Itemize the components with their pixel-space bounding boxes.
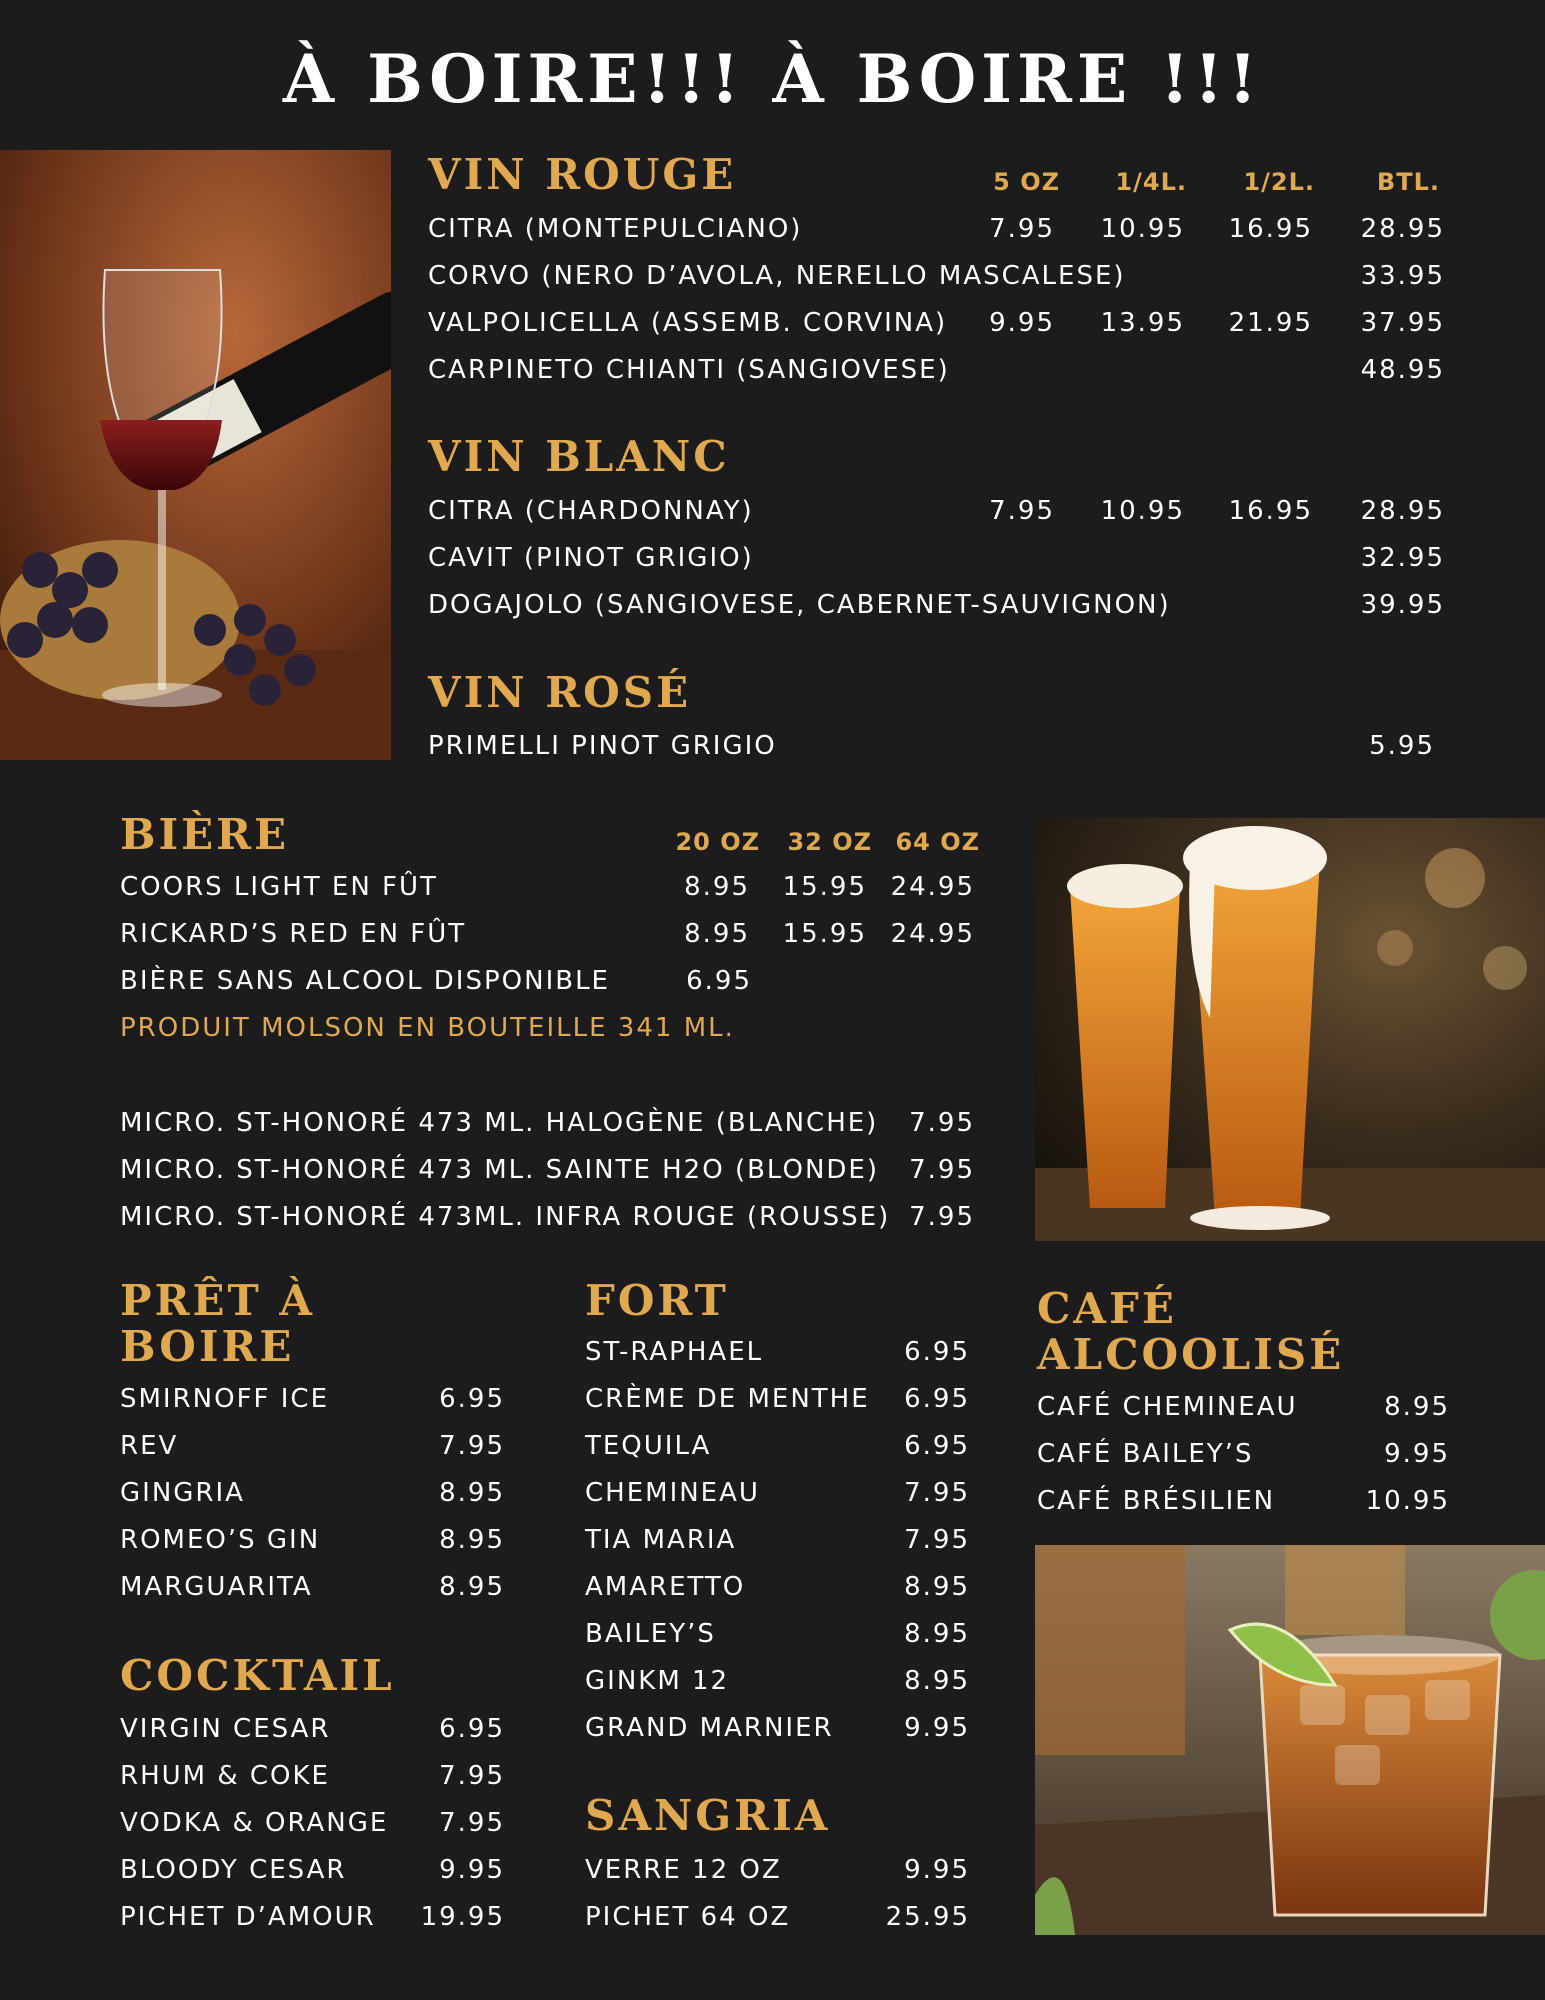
list-item: SMIRNOFF ICE [120,1384,330,1414]
price: 8.95 [1384,1392,1450,1422]
price: 6.95 [439,1714,505,1744]
price-5oz: 9.95 [989,308,1055,338]
list-item: CAVIT (PINOT GRIGIO) [428,543,754,573]
list-item: BAILEY’S [585,1619,716,1649]
list-item: CITRA (CHARDONNAY) [428,496,754,526]
list-item: VERRE 12 OZ [585,1855,782,1885]
price-32oz: 15.95 [782,872,867,902]
price: 7.95 [439,1808,505,1838]
list-item: TIA MARIA [585,1525,737,1555]
price: 8.95 [904,1666,970,1696]
list-item: ST-RAPHAEL [585,1337,764,1367]
list-item: GRAND MARNIER [585,1713,834,1743]
list-item: RICKARD’S RED EN FÛT [120,919,467,949]
price: 6.95 [904,1431,970,1461]
list-item: DOGAJOLO (SANGIOVESE, CABERNET-SAUVIGNON) [428,590,1171,620]
price-half: 21.95 [1228,308,1313,338]
price-64oz: 24.95 [890,872,975,902]
list-item: CAFÉ BAILEY’S [1037,1439,1254,1469]
price: 10.95 [1365,1486,1450,1516]
price-btl: 32.95 [1360,543,1445,573]
list-item: MICRO. ST-HONORÉ 473ML. INFRA ROUGE (ROUSSE) [120,1202,891,1232]
col-header-64oz: 64 OZ [895,828,980,856]
price: 7.95 [439,1761,505,1791]
price: 9.95 [904,1713,970,1743]
cocktail-photo [1035,1545,1545,1935]
price-5oz: 7.95 [989,214,1055,244]
list-item: MICRO. ST-HONORÉ 473 ML. HALOGÈNE (BLANCHE) [120,1108,879,1138]
price-quart: 10.95 [1100,214,1185,244]
fort-heading: FORT [585,1276,729,1325]
price: 8.95 [904,1572,970,1602]
price: 19.95 [420,1902,505,1932]
price-btl: 39.95 [1360,590,1445,620]
price-btl: 37.95 [1360,308,1445,338]
list-item: CITRA (MONTEPULCIANO) [428,214,803,244]
list-item: CRÈME DE MENTHE [585,1384,870,1414]
price-btl: 28.95 [1360,496,1445,526]
list-item: CAFÉ BRÉSILIEN [1037,1486,1276,1516]
price: 7.95 [909,1108,975,1138]
list-item: GINGRIA [120,1478,245,1508]
pret-heading-line2: BOIRE [120,1322,295,1371]
wine-photo [0,150,391,760]
biere-heading: BIÈRE [120,810,290,859]
list-item: VIRGIN CESAR [120,1714,331,1744]
sangria-heading: SANGRIA [585,1791,831,1840]
list-item: VALPOLICELLA (ASSEMB. CORVINA) [428,308,948,338]
price: 8.95 [439,1572,505,1602]
list-item: ROMEO’S GIN [120,1525,321,1555]
price: 9.95 [1384,1439,1450,1469]
price-64oz: 24.95 [890,919,975,949]
list-item: CHEMINEAU [585,1478,760,1508]
price-quart: 10.95 [1100,496,1185,526]
cocktail-heading: COCKTAIL [120,1651,395,1700]
col-header-20oz: 20 OZ [675,828,760,856]
col-header-half: 1/2L. [1243,168,1315,196]
vin-rose-heading: VIN ROSÉ [428,668,692,717]
col-header-quart: 1/4L. [1115,168,1187,196]
list-item: RHUM & COKE [120,1761,330,1791]
price-half: 16.95 [1228,496,1313,526]
list-item: PRIMELLI PINOT GRIGIO [428,731,777,761]
price-btl: 48.95 [1360,355,1445,385]
price: 8.95 [439,1478,505,1508]
col-header-32oz: 32 OZ [787,828,872,856]
price: 7.95 [904,1525,970,1555]
price-5oz: 7.95 [989,496,1055,526]
list-item: MICRO. ST-HONORÉ 473 ML. SAINTE H2O (BLONDE) [120,1155,879,1185]
col-header-5oz: 5 OZ [993,168,1060,196]
price-quart: 13.95 [1100,308,1185,338]
price: 9.95 [904,1855,970,1885]
cafe-heading-line2: ALCOOLISÉ [1037,1330,1345,1379]
list-item: PICHET 64 OZ [585,1902,791,1932]
price-btl: 5.95 [1369,731,1435,761]
list-item: BIÈRE SANS ALCOOL DISPONIBLE [120,966,610,996]
price: 25.95 [885,1902,970,1932]
list-item: CAFÉ CHEMINEAU [1037,1392,1298,1422]
cafe-heading-line1: CAFÉ [1037,1284,1177,1333]
list-item: MARGUARITA [120,1572,313,1602]
price: 9.95 [439,1855,505,1885]
price: 6.95 [904,1337,970,1367]
list-item: COORS LIGHT EN FÛT [120,872,438,902]
list-item: REV [120,1431,179,1461]
list-item: CORVO (NERO D’AVOLA, NERELLO MASCALESE) [428,261,1126,291]
list-item: CARPINETO CHIANTI (SANGIOVESE) [428,355,950,385]
price-btl: 33.95 [1360,261,1445,291]
price: 7.95 [439,1431,505,1461]
price: 6.95 [439,1384,505,1414]
list-item: AMARETTO [585,1572,746,1602]
price-32oz: 15.95 [782,919,867,949]
col-header-btl: BTL. [1376,168,1440,196]
list-item: BLOODY CESAR [120,1855,347,1885]
price-20oz: 6.95 [686,966,752,996]
price: 8.95 [439,1525,505,1555]
list-item: TEQUILA [585,1431,712,1461]
price-btl: 28.95 [1360,214,1445,244]
price: 8.95 [904,1619,970,1649]
vin-rouge-heading: VIN ROUGE [428,150,737,199]
beer-photo [1035,818,1545,1241]
price: 7.95 [909,1202,975,1232]
list-item: GINKM 12 [585,1666,730,1696]
molson-note: PRODUIT MOLSON EN BOUTEILLE 341 ML. [120,1013,735,1043]
page-title: À BOIRE!!! À BOIRE !!! [282,40,1263,118]
vin-blanc-heading: VIN BLANC [428,432,730,481]
list-item: VODKA & ORANGE [120,1808,389,1838]
price-20oz: 8.95 [684,919,750,949]
price: 7.95 [909,1155,975,1185]
list-item: PICHET D’AMOUR [120,1902,376,1932]
price-half: 16.95 [1228,214,1313,244]
pret-heading-line1: PRÊT À [120,1276,315,1325]
price-20oz: 8.95 [684,872,750,902]
price: 6.95 [904,1384,970,1414]
price: 7.95 [904,1478,970,1508]
